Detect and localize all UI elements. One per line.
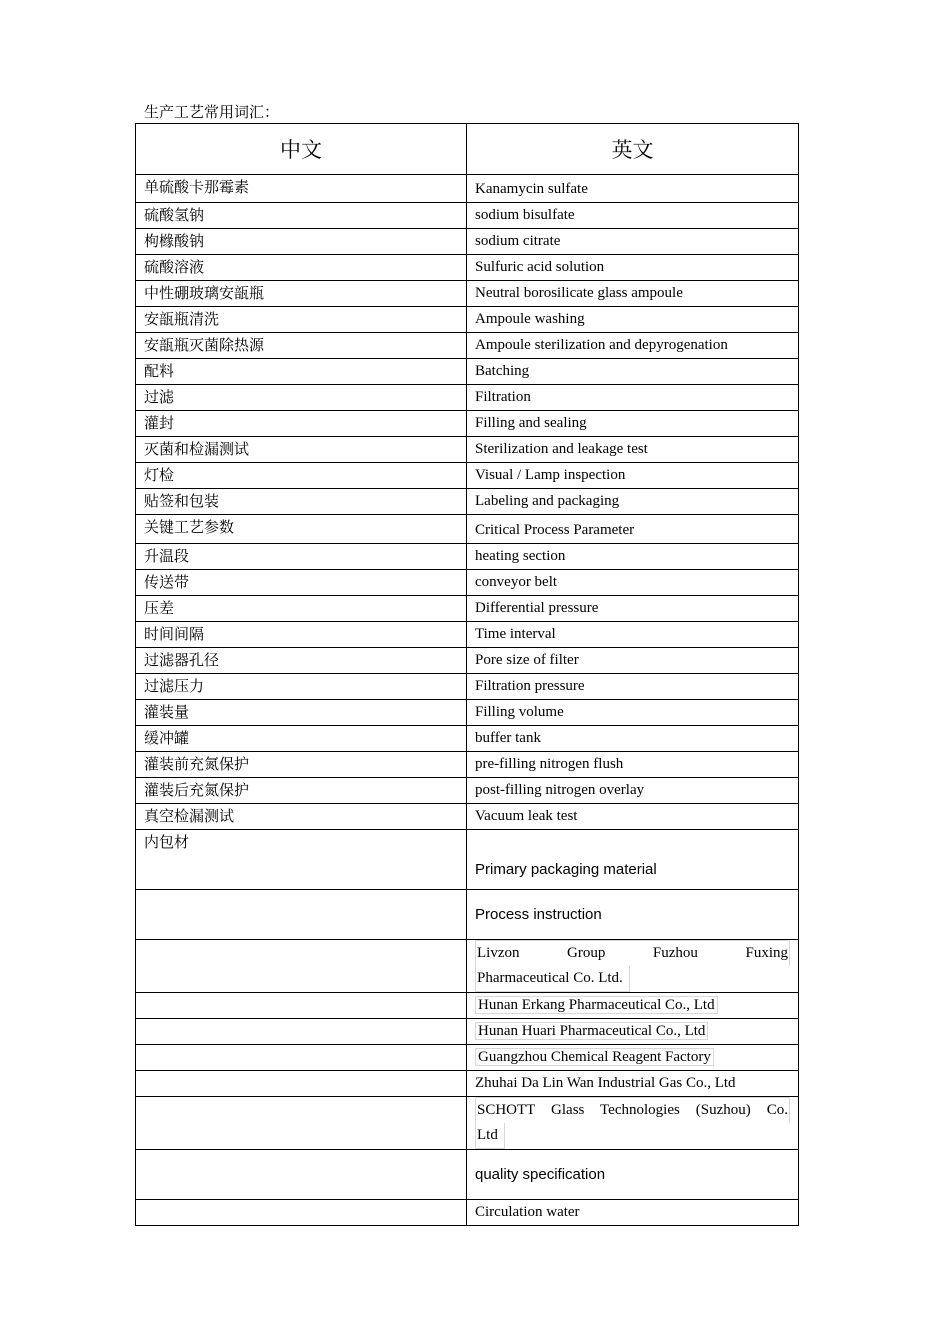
table-row: [136, 515, 799, 544]
term-english: post-filling nitrogen overlay: [467, 778, 799, 804]
table-row: [136, 830, 799, 890]
term-english: pre-filling nitrogen flush: [467, 752, 799, 778]
table-row: [136, 570, 799, 596]
table-row: [136, 255, 799, 281]
term-chinese: 配料: [136, 359, 467, 385]
term-english-line1: SCHOTT Glass Technologies (Suzhou) Co.: [475, 1097, 790, 1123]
term-english: conveyor belt: [467, 570, 799, 596]
term-english: Zhuhai Da Lin Wan Industrial Gas Co., Ltd: [467, 1071, 799, 1097]
term-english: Ampoule washing: [467, 307, 799, 333]
table-row: [136, 437, 799, 463]
table-row: [136, 700, 799, 726]
table-row: [136, 622, 799, 648]
term-chinese: 硫酸溶液: [136, 255, 467, 281]
term-chinese: 过滤器孔径: [136, 648, 467, 674]
table-row: [136, 463, 799, 489]
term-chinese: 灌装前充氮保护: [136, 752, 467, 778]
term-english: Ampoule sterilization and depyrogenation: [467, 333, 799, 359]
term-english: Filtration pressure: [467, 674, 799, 700]
table-row: [136, 229, 799, 255]
term-english: Pore size of filter: [467, 648, 799, 674]
table-row: [136, 203, 799, 229]
term-english: [467, 993, 799, 1019]
term-chinese: 灌封: [136, 411, 467, 437]
table-row: [136, 726, 799, 752]
term-chinese: [136, 1097, 467, 1150]
term-chinese: [136, 1200, 467, 1226]
term-english-line1: Livzon Group Fuzhou Fuxing: [475, 940, 790, 966]
term-english: Filtration: [467, 385, 799, 411]
table-row: [136, 307, 799, 333]
term-english: Circulation water: [467, 1200, 799, 1226]
term-chinese: [136, 1019, 467, 1045]
term-chinese: 真空检漏测试: [136, 804, 467, 830]
term-chinese: [136, 1071, 467, 1097]
term-english-line2: Ltd: [475, 1123, 505, 1149]
table-row: [136, 281, 799, 307]
term-english: Sterilization and leakage test: [467, 437, 799, 463]
term-chinese: 单硫酸卡那霉素: [136, 175, 467, 203]
table-row: [136, 333, 799, 359]
term-english: Primary packaging material: [467, 830, 799, 890]
term-english: Vacuum leak test: [467, 804, 799, 830]
term-english-text: Guangzhou Chemical Reagent Factory: [475, 1048, 714, 1066]
term-chinese: 灌装量: [136, 700, 467, 726]
term-english: [467, 1097, 799, 1150]
term-english-text: Hunan Erkang Pharmaceutical Co., Ltd: [475, 996, 718, 1014]
term-english: Process instruction: [467, 890, 799, 940]
term-chinese: 传送带: [136, 570, 467, 596]
term-english: Differential pressure: [467, 596, 799, 622]
term-english: [467, 1045, 799, 1071]
term-english: Sulfuric acid solution: [467, 255, 799, 281]
table-row: [136, 1150, 799, 1200]
term-chinese: 灌装后充氮保护: [136, 778, 467, 804]
term-english: Critical Process Parameter: [467, 515, 799, 544]
table-row: [136, 674, 799, 700]
term-english: Time interval: [467, 622, 799, 648]
table-row: [136, 1071, 799, 1097]
term-chinese: [136, 993, 467, 1019]
table-row: [136, 544, 799, 570]
term-chinese: [136, 1150, 467, 1200]
table-row: [136, 804, 799, 830]
term-english: Filling and sealing: [467, 411, 799, 437]
term-english: buffer tank: [467, 726, 799, 752]
header-english: 英文: [467, 124, 799, 175]
term-chinese: 贴签和包装: [136, 489, 467, 515]
table-row: [136, 359, 799, 385]
table-row: [136, 890, 799, 940]
term-english-text: Hunan Huari Pharmaceutical Co., Ltd: [475, 1022, 708, 1040]
term-english: sodium citrate: [467, 229, 799, 255]
term-chinese: 中性硼玻璃安瓿瓶: [136, 281, 467, 307]
term-chinese: 硫酸氢钠: [136, 203, 467, 229]
header-chinese: 中文: [136, 124, 467, 175]
term-english: [467, 940, 799, 993]
table-row: [136, 752, 799, 778]
table-row: [136, 489, 799, 515]
table-row: [136, 1045, 799, 1071]
term-chinese: 灯检: [136, 463, 467, 489]
page-title: 生产工艺常用词汇：: [144, 103, 280, 121]
table-row: [136, 175, 799, 203]
term-chinese: 枸橼酸钠: [136, 229, 467, 255]
term-chinese: [136, 890, 467, 940]
term-chinese: 内包材: [136, 830, 467, 890]
term-english: Kanamycin sulfate: [467, 175, 799, 203]
table-row: [136, 778, 799, 804]
term-english: Neutral borosilicate glass ampoule: [467, 281, 799, 307]
table-row: [136, 1019, 799, 1045]
table-row: [136, 940, 799, 993]
table-row: [136, 1200, 799, 1226]
term-chinese: [136, 1045, 467, 1071]
term-chinese: 过滤压力: [136, 674, 467, 700]
term-english: heating section: [467, 544, 799, 570]
term-chinese: 缓冲罐: [136, 726, 467, 752]
term-english: [467, 1019, 799, 1045]
term-chinese: 灭菌和检漏测试: [136, 437, 467, 463]
term-english: Labeling and packaging: [467, 489, 799, 515]
table-row: [136, 993, 799, 1019]
term-chinese: 过滤: [136, 385, 467, 411]
term-chinese: 压差: [136, 596, 467, 622]
term-chinese: 安瓿瓶清洗: [136, 307, 467, 333]
term-english: sodium bisulfate: [467, 203, 799, 229]
table-row: [136, 596, 799, 622]
term-chinese: 时间间隔: [136, 622, 467, 648]
term-chinese: 关键工艺参数: [136, 515, 467, 544]
term-english: Filling volume: [467, 700, 799, 726]
term-english: quality specification: [467, 1150, 799, 1200]
table-header-row: [136, 124, 799, 175]
term-chinese: 安瓿瓶灭菌除热源: [136, 333, 467, 359]
term-chinese: 升温段: [136, 544, 467, 570]
table-row: [136, 385, 799, 411]
table-row: [136, 648, 799, 674]
term-chinese: [136, 940, 467, 993]
term-english: Batching: [467, 359, 799, 385]
table-row: [136, 1097, 799, 1150]
term-english-line2: Pharmaceutical Co. Ltd.: [475, 966, 630, 992]
table-row: [136, 411, 799, 437]
term-english: Visual / Lamp inspection: [467, 463, 799, 489]
glossary-table: [135, 123, 799, 1226]
